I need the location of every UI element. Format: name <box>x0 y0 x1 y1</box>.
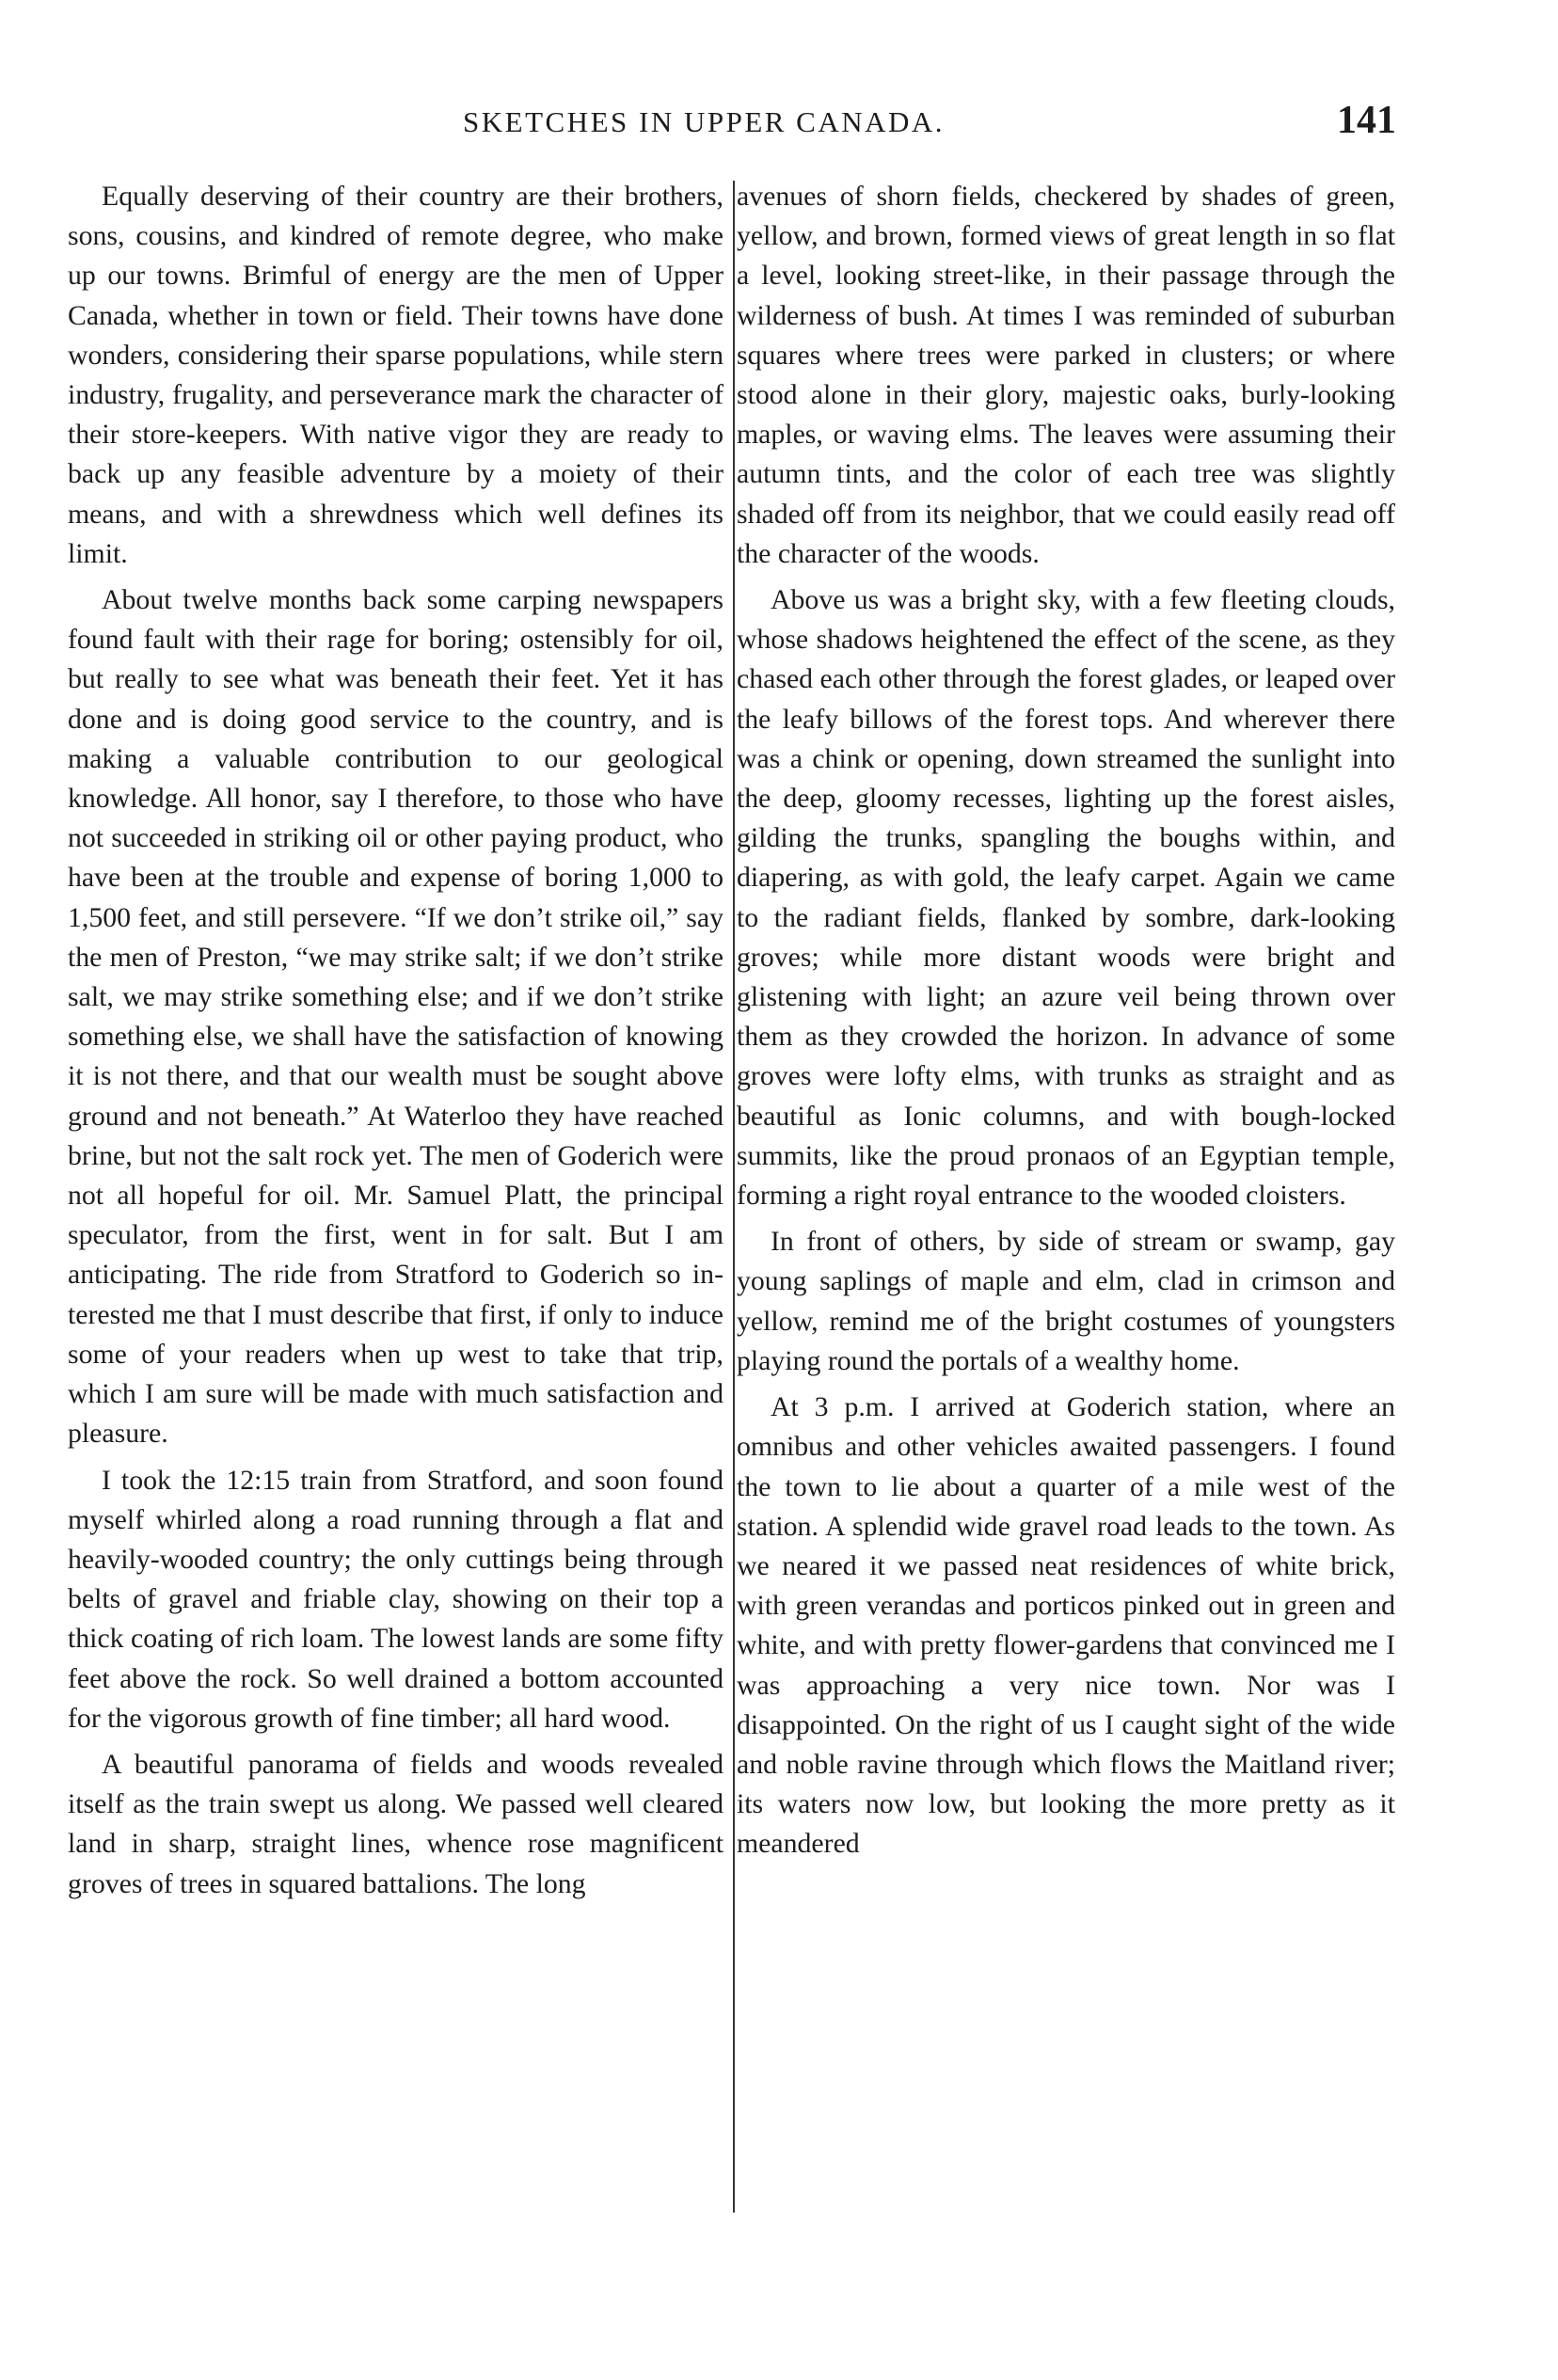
page-header <box>68 98 1396 154</box>
paragraph-continued: avenues of shorn fields, checkered by shades of green, yellow, and brown, formed views of great length in so flat a level, looking street-like, in their passage through the wilderness of bush. At times I was reminded of suburban squares where trees were parked in clusters; or where stood alone in their glory, majestic oaks, burly-looking maples, or waving elms. The leaves were assuming their autumn tints, and the color of each tree was slightly shaded off from its neighbor, that we could easily read off the character of the woods. <box>737 181 1395 569</box>
running-head: SKETCHES IN UPPER CANADA. <box>463 105 946 138</box>
paragraph: About twelve months back some carping newspapers found fault with their rage for boring; ostensibly for oil, but really to see what was beneath their feet. Yet it has done and is doing good service to the country, and is making a valuable contribution to our geological knowledge. All honor, say I therefore, to those who have not succeeded in striking oil or other paying product, who have been at the trouble and expense of boring 1,000 to 1,500 feet, and still persevere. “If we don’t strike oil,” say the men of Preston, “we may strike salt; if we don’t strike salt, we may strike something else; and if we don’t strike something else, we shall have the satisfaction of knowing it is not there, and that our wealth must be sought above ground and not beneath.” At Waterloo they have reached brine, but not the salt rock yet. The men of Goderich were not all hopeful for oil. Mr. Samuel Platt, the principal speculator, from the first, went in for salt. But I am anticipating. The ride from Stratford to Goderich so interested me that I must describe that first, if only to induce some of your readers when up west to take that trip, which I am sure will be made with much satisfaction and pleasure. <box>68 584 723 1450</box>
paragraph: At 3 p.m. I arrived at Goderich station, where an omnibus and other vehicles awaited passengers. I found the town to lie about a quarter of a mile west of the station. A splendid wide gravel road leads to the town. As we neared it we passed neat residences of white brick, with green verandas and porticos pinked out in green and white, and with pretty flower-gardens that convinced me I was approaching a very nice town. Nor was I disappointed. On the right of us I caught sight of the wide and noble ravine through which flows the Maitland river; its waters now low, but looking the more pretty as it meandered <box>737 1391 1395 1860</box>
paragraph: Above us was a bright sky, with a few fleeting clouds, whose shadows heightened the effect of the scene, as they chased each other through the forest glades, or leaped over the leafy billows of the forest tops. And wherever there was a chink or opening, down streamed the sunlight into the deep, gloomy recesses, lighting up the forest aisles, gilding the trunks, spangling the boughs within, and diapering, as with gold, the leafy carpet. Again we came to the radiant fields, flanked by sombre, dark-looking groves; while more distant woods were bright and glistening with light; an azure veil being thrown over them as they crowded the horizon. In advance of some groves were lofty elms, with trunks as straight and as beautiful as Ionic columns, and with bough-locked summits, like the proud pronaos of an Egyptian temple, forming a right royal entrance to the wooded cloisters. <box>737 584 1395 1212</box>
paragraph: Equally deserving of their country are their brothers, sons, cousins, and kindred of remote degree, who make up our towns. Brimful of energy are the men of Upper Canada, whether in town or field. Their towns have done wonders, considering their sparse populations, while stern industry, frugality, and perseverance mark the character of their store-keepers. With native vigor they are ready to back up any feasible adventure by a moiety of their means, and with a shrewdness which well defines its limit. <box>68 181 723 569</box>
right-column <box>737 177 1395 1871</box>
column-divider <box>733 181 735 2213</box>
paragraph: In front of others, by side of stream or swamp, gay young saplings of maple and elm, clad in crimson and yellow, remind me of the bright costumes of youngsters playing round the portals of a wealthy home. <box>737 1226 1395 1376</box>
left-column <box>68 177 723 1911</box>
page-number: 141 <box>1337 99 1396 142</box>
paragraph: A beautiful panorama of fields and woods revealed itself as the train swept us along. We passed well cleared land in sharp, straight lines, whence rose magnificent groves of trees in squared battalions. The long <box>68 1748 723 1899</box>
paragraph: I took the 12:15 train from Stratford, and soon found myself whirled along a road running through a flat and heavily-wooded country; the only cuttings being through belts of gravel and friable clay, showing on their top a thick coating of rich loam. The lowest lands are some fifty feet above the rock. So well drained a bottom accounted for the vigorous growth of fine timber; all hard wood. <box>68 1464 723 1734</box>
